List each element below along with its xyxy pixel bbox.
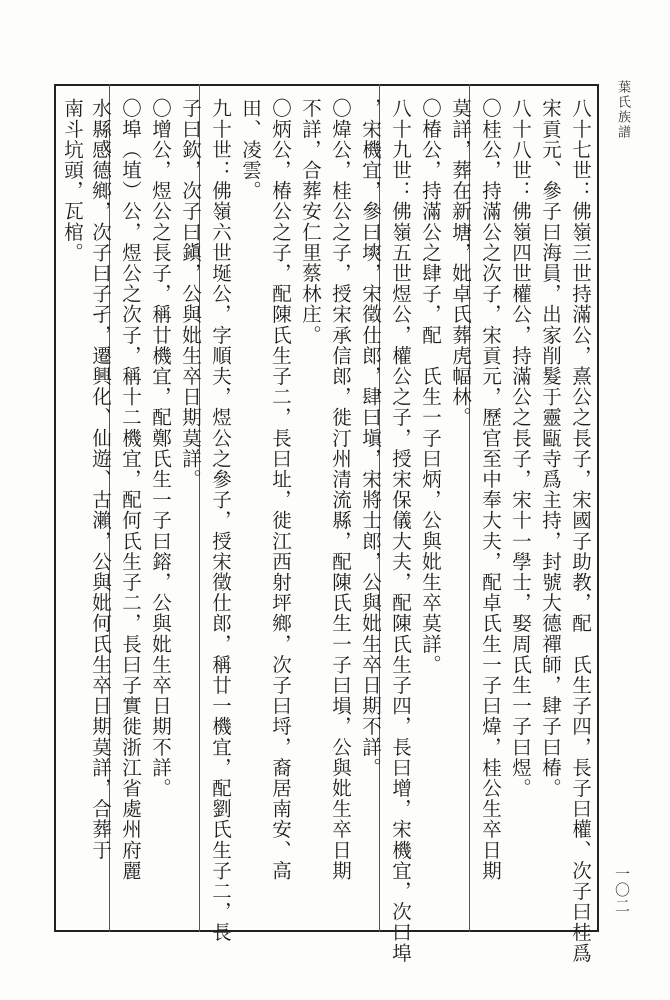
text-column: 南斗坑頭，瓦棺。 (61, 98, 84, 263)
text-column: 不詳，合葬安仁里蔡林庄。 (299, 98, 322, 346)
text-column: 田、凌雲。 (239, 98, 262, 201)
text-column: 〇埠（埴）公，煜公之次子，稱十二機宜，配何氏生子二，長曰子實徙浙江省處州府麗 (119, 98, 142, 881)
text-column: ，宋機宜，參曰塽，宋徵仕郎，肆曰塡，宋將士郎，公與妣生卒日期不詳。 (359, 98, 382, 778)
text-column: 〇椿公，持滿公之肆子，配 氏生一子曰炳，公與妣生卒莫詳。 (419, 98, 442, 675)
text-column: 水縣感德鄉，次子曰子孑，遷興化、仙遊、古瀨，公與妣何氏生卒日期莫詳，合葬于 (89, 98, 112, 861)
text-column: 〇炳公，椿公之子，配陳氏生子二，長曰址，徙江西射坪鄉，次子曰埒，裔居南安、高 (269, 98, 292, 881)
text-column: 〇煒公，桂公之子，授宋承信郎，徙汀州清流縣，配陳氏生一子曰塤，公與妣生卒日期 (329, 98, 352, 881)
text-column: 八十八世：佛嶺四世權公，持滿公之長子，宋十一學士，娶周氏生一子曰煜。 (509, 98, 532, 799)
text-column: 子曰欽，次子曰鎭，公與妣生卒日期莫詳。 (179, 98, 202, 490)
text-column: 〇增公，煜公之長子，稱廿機宜，配鄭氏生一子曰鎔，公與妣生卒日期不詳。 (149, 98, 172, 799)
text-column: 九十世：佛嶺六世埏公，字順夫，煜公之參子，授宋徵仕郎，稱廿一機宜，配劉氏生子二，長 (209, 98, 232, 943)
page-number: 一〇二 (613, 866, 631, 914)
text-column: 莫詳，葬在新塘，妣卓氏葬虎幅林。 (449, 98, 472, 428)
text-column: 〇桂公，持滿公之次子，宋貢元，歷官至中奉大夫，配卓氏生一子曰煒，桂公生卒日期 (479, 98, 502, 881)
text-column: 宋貢元、參子曰海員，出家削髮于靈甌寺爲主持，封號大德禪師，肆子曰椿。 (539, 98, 562, 799)
genealogy-title: 葉氏族譜 (615, 80, 630, 140)
text-column: 八十七世：佛嶺三世持滿公，熹公之長子，宋國子助教，配 氏生子四，長子曰權、次子曰桂爲 (569, 98, 592, 964)
text-column: 八十九世：佛嶺五世煜公，權公之子，授宋保儀大夫，配陳氏生子四，長曰增，宋機宜，次曰埠 (389, 98, 412, 964)
